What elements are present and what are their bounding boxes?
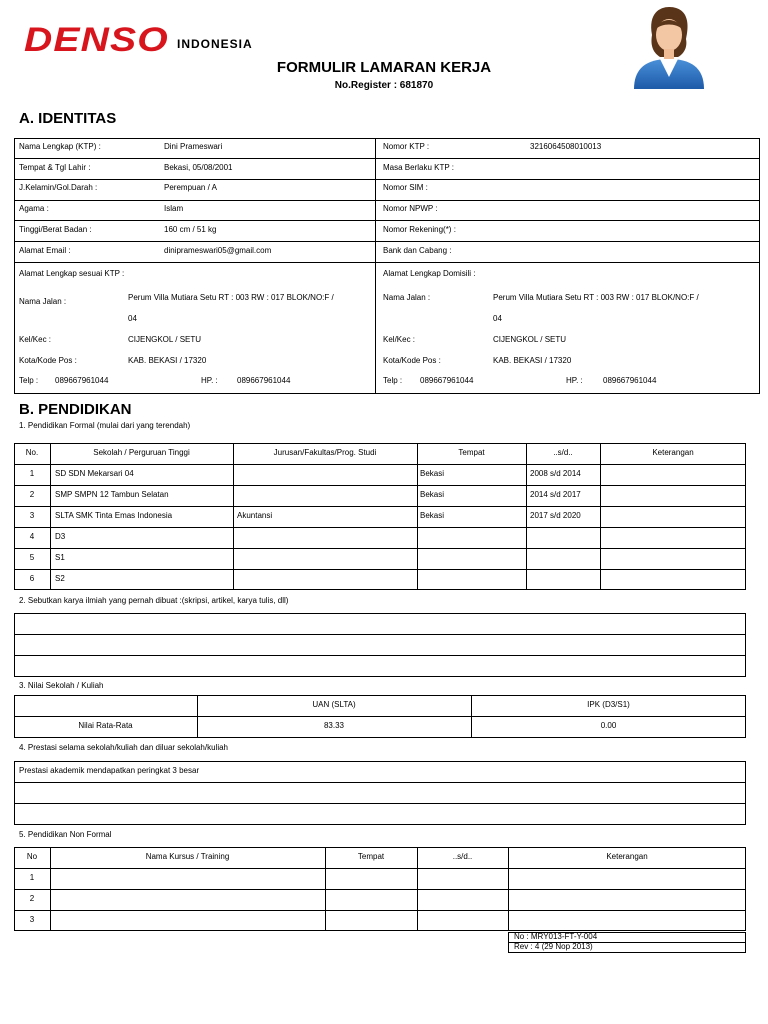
value-nomor-ktp: 3216064508010013 (530, 142, 602, 151)
ktp-kota-label: Kota/Kode Pos : (19, 356, 77, 365)
domisili-jalan-line1: Perum Villa Mutiara Setu RT : 003 RW : 017 BLOK/NO:F / (493, 293, 699, 302)
domisili-telp-value: 089667961044 (420, 376, 474, 385)
label-agama: Agama : (19, 204, 49, 213)
formal-row-sekolah: SMP SMPN 12 Tambun Selatan (55, 490, 169, 499)
nilai-header-ipk: IPK (D3/S1) (587, 700, 630, 709)
ktp-jalan-label: Nama Jalan : (19, 297, 67, 306)
ktp-kelkec-value: CIJENGKOL / SETU (128, 335, 202, 344)
formal-row-no: 6 (29, 574, 35, 583)
label-nomor-sim: Nomor SIM : (383, 183, 428, 192)
formal-header-keterangan: Keterangan (652, 448, 694, 457)
domisili-jalan-line2: 04 (493, 314, 502, 323)
formal-row-no: 3 (29, 511, 35, 520)
form-title: FORMULIR LAMARAN KERJA (276, 59, 492, 76)
formal-header-sekolah: Sekolah / Perguruan Tinggi (93, 448, 190, 457)
section-identitas-heading: A. IDENTITAS (19, 110, 117, 127)
formal-row-tempat: Bekasi (420, 511, 445, 520)
formal-row-no: 5 (29, 553, 35, 562)
nonformal-row-no: 2 (29, 894, 35, 903)
formal-row-sekolah: S2 (55, 574, 65, 583)
formal-row-sekolah: SD SDN Mekarsari 04 (55, 469, 134, 478)
ktp-telp-label: Telp : (19, 376, 39, 385)
nilai-uan-value: 83.33 (323, 721, 345, 730)
label-tinggi-berat: Tinggi/Berat Badan : (19, 225, 92, 234)
applicant-avatar-icon (630, 5, 708, 89)
ktp-kota-value: KAB. BEKASI / 17320 (128, 356, 207, 365)
formal-caption: 1. Pendidikan Formal (mulai dari yang terendah) (19, 421, 191, 430)
ktp-hp-label: HP. : (201, 376, 218, 385)
label-tempat-tgl-lahir: Tempat & Tgl Lahir : (19, 163, 91, 172)
ktp-jalan-line2: 04 (128, 314, 137, 323)
formal-header-jurusan: Jurusan/Fakultas/Prog. Studi (273, 448, 377, 457)
value-tinggi-berat: 160 cm / 51 kg (164, 225, 217, 234)
nilai-caption: 3. Nilai Sekolah / Kuliah (19, 681, 104, 690)
label-nomor-rekening: Nomor Rekening(*) : (383, 225, 456, 234)
label-alamat-email: Alamat Email : (19, 246, 71, 255)
nonformal-header-keterangan: Keterangan (606, 852, 648, 861)
nonformal-header-periode: ..s/d.. (452, 852, 473, 861)
domisili-kelkec-label: Kel/Kec : (383, 335, 416, 344)
formal-header-tempat: Tempat (458, 448, 485, 457)
label-nomor-ktp: Nomor KTP : (383, 142, 430, 151)
nonformal-row-no: 1 (29, 873, 35, 882)
nilai-header-uan: UAN (SLTA) (312, 700, 356, 709)
domisili-hp-label: HP. : (566, 376, 583, 385)
value-jenis-kelamin: Perempuan / A (164, 183, 217, 192)
value-tempat-tgl-lahir: Bekasi, 05/08/2001 (164, 163, 233, 172)
register-number: No.Register : 681870 (334, 80, 434, 91)
nonformal-caption: 5. Pendidikan Non Formal (19, 830, 112, 839)
formal-row-periode: 2014 s/d 2017 (530, 490, 581, 499)
ktp-jalan-line1: Perum Villa Mutiara Setu RT : 003 RW : 017 BLOK/NO:F / (128, 293, 334, 302)
denso-logo: DENSO (24, 21, 169, 59)
document-number: No : MRY013-FT-Y-004 (514, 932, 598, 941)
domisili-hp-value: 089667961044 (603, 376, 657, 385)
formal-row-no: 2 (29, 490, 35, 499)
domisili-address-heading: Alamat Lengkap Domisili : (383, 269, 476, 278)
label-masa-berlaku-ktp: Masa Berlaku KTP : (383, 163, 454, 172)
prestasi-caption: 4. Prestasi selama sekolah/kuliah dan diluar sekolah/kuliah (19, 743, 229, 752)
nonformal-header-no: No (26, 852, 38, 861)
formal-row-jurusan: Akuntansi (237, 511, 273, 520)
label-jenis-kelamin: J.Kelamin/Gol.Darah : (19, 183, 98, 192)
formal-row-tempat: Bekasi (420, 490, 445, 499)
label-nama-lengkap: Nama Lengkap (KTP) : (19, 142, 101, 151)
formal-row-tempat: Bekasi (420, 469, 445, 478)
ktp-address-heading: Alamat Lengkap sesuai KTP : (19, 269, 125, 278)
karya-table (14, 613, 746, 677)
ktp-telp-value: 089667961044 (55, 376, 109, 385)
nonformal-header-kursus: Nama Kursus / Training (145, 852, 230, 861)
domisili-kota-value: KAB. BEKASI / 17320 (493, 356, 572, 365)
formal-row-no: 1 (29, 469, 35, 478)
document-revision: Rev : 4 (29 Nop 2013) (514, 942, 593, 951)
value-agama: Islam (164, 204, 184, 213)
prestasi-row: Prestasi akademik mendapatkan peringkat 3 besar (19, 766, 200, 775)
ktp-hp-value: 089667961044 (237, 376, 291, 385)
nilai-row-label: Nilai Rata-Rata (78, 721, 133, 730)
domisili-jalan-label: Nama Jalan : (383, 293, 431, 302)
domisili-kelkec-value: CIJENGKOL / SETU (493, 335, 567, 344)
formal-header-no: No. (25, 448, 39, 457)
formal-row-sekolah: S1 (55, 553, 65, 562)
formal-row-periode: 2008 s/d 2014 (530, 469, 581, 478)
formal-row-sekolah: D3 (55, 532, 66, 541)
formal-row-sekolah: SLTA SMK Tinta Emas Indonesia (55, 511, 173, 520)
nonformal-row-no: 3 (29, 915, 35, 924)
logo-subtitle: INDONESIA (177, 37, 253, 51)
label-bank-cabang: Bank dan Cabang : (383, 246, 452, 255)
value-nama-lengkap: Dini Prameswari (164, 142, 223, 151)
nonformal-header-tempat: Tempat (357, 852, 385, 861)
ktp-kelkec-label: Kel/Kec : (19, 335, 52, 344)
section-pendidikan-heading: B. PENDIDIKAN (19, 401, 132, 418)
domisili-telp-label: Telp : (383, 376, 403, 385)
karya-caption: 2. Sebutkan karya ilmiah yang pernah dibuat :(skripsi, artikel, karya tulis, dll) (19, 596, 289, 605)
nilai-ipk-value: 0.00 (600, 721, 617, 730)
value-alamat-email: diniprameswari05@gmail.com (164, 246, 272, 255)
formal-row-no: 4 (29, 532, 35, 541)
formal-header-periode: ..s/d.. (553, 448, 573, 457)
formal-row-periode: 2017 s/d 2020 (530, 511, 581, 520)
domisili-kota-label: Kota/Kode Pos : (383, 356, 441, 365)
label-nomor-npwp: Nomor NPWP : (383, 204, 438, 213)
